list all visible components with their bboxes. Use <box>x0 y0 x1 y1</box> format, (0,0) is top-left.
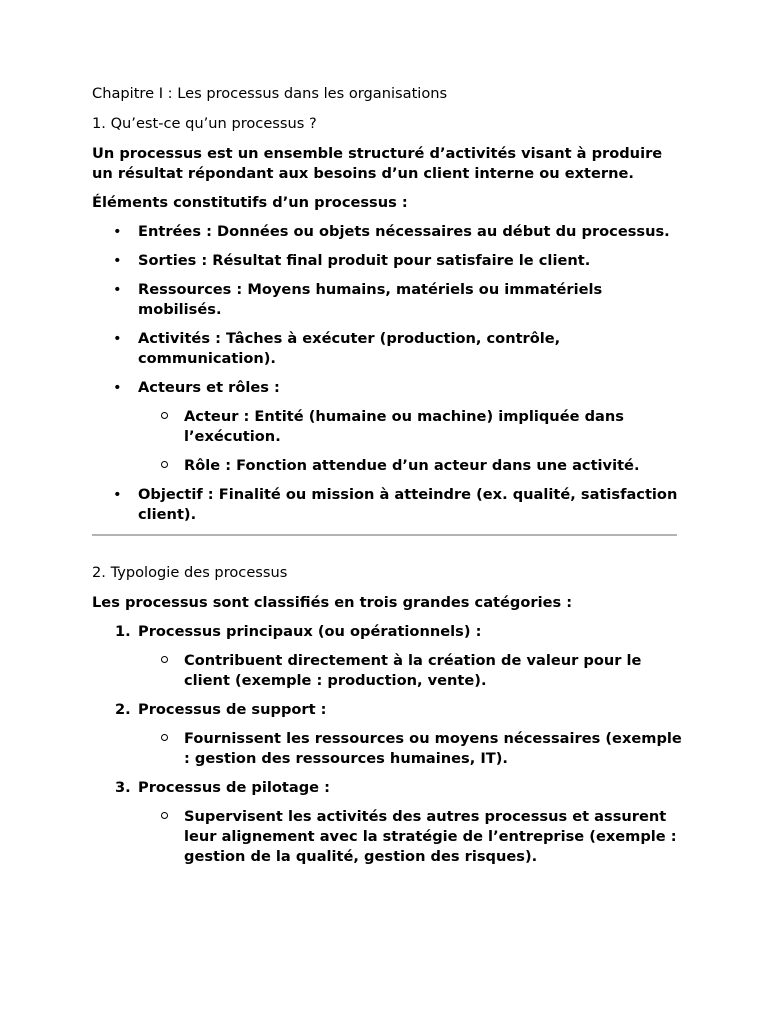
bullet-icon: • <box>113 223 122 240</box>
category-detail-text: Contribuent directement à la création de valeur pour le client (exemple : production, vente). <box>184 652 642 689</box>
chapter-title: Chapitre I : Les processus dans les organisations <box>92 85 448 102</box>
section-2-heading: 2. Typologie des processus <box>92 564 288 581</box>
section-1-heading: 1. Qu’est-ce qu’un processus ? <box>92 115 317 132</box>
category-item-pilotage <box>92 778 682 867</box>
list-number: 1. <box>115 623 131 640</box>
list-item-sorties <box>92 251 682 271</box>
elements-heading: Éléments constitutifs d’un processus : <box>92 194 408 211</box>
category-label: Processus principaux (ou opérationnels) : <box>138 623 482 640</box>
category-item-principaux <box>92 622 682 691</box>
list-item-activites <box>92 329 682 369</box>
sublist-item-acteur <box>138 407 682 447</box>
bullet-icon: • <box>113 486 122 503</box>
category-detail <box>138 807 682 867</box>
list-number: 3. <box>115 779 131 796</box>
circle-bullet-icon <box>161 656 168 663</box>
bullet-icon: • <box>113 252 122 269</box>
typology-intro: Les processus sont classifiés en trois grandes catégories : <box>92 594 573 611</box>
list-item-entrees <box>92 222 682 242</box>
list-number: 2. <box>115 701 131 718</box>
actors-sublist <box>138 407 682 476</box>
sublist-item-role <box>138 456 682 476</box>
sublist-item-text: Rôle : Fonction attendue d’un acteur dans une activité. <box>184 457 640 474</box>
category-detail-text: Fournissent les ressources ou moyens nécessaires (exemple : gestion des ressources humaines, IT). <box>184 730 682 767</box>
circle-bullet-icon <box>161 734 168 741</box>
document-content <box>92 84 682 876</box>
category-detail <box>138 651 682 691</box>
list-item-text: Sorties : Résultat final produit pour satisfaire le client. <box>138 252 591 269</box>
list-item-text: Acteurs et rôles : <box>138 379 280 396</box>
category-sublist <box>138 729 682 769</box>
category-detail-text: Supervisent les activités des autres processus et assurent leur alignement avec la stratégie de l’entreprise (exemple : gestion de la qualité, gestion des risques). <box>184 808 677 865</box>
bullet-icon: • <box>113 379 122 396</box>
category-sublist <box>138 807 682 867</box>
categories-list <box>92 622 682 867</box>
list-item-text: Activités : Tâches à exécuter (production, contrôle, communication). <box>138 330 561 367</box>
category-label: Processus de pilotage : <box>138 779 330 796</box>
list-item-text: Entrées : Données ou objets nécessaires au début du processus. <box>138 223 670 240</box>
process-definition: Un processus est un ensemble structuré d’activités visant à produire un résultat répondant aux besoins d’un client interne ou externe. <box>92 145 663 182</box>
list-item-text: Ressources : Moyens humains, matériels ou immatériels mobilisés. <box>138 281 603 318</box>
list-item-acteurs-roles <box>92 378 682 476</box>
circle-bullet-icon <box>161 412 168 419</box>
list-item-objectif <box>92 485 682 525</box>
category-label: Processus de support : <box>138 701 327 718</box>
list-item-ressources <box>92 280 682 320</box>
horizontal-divider <box>92 534 677 536</box>
bullet-icon: • <box>113 330 122 347</box>
elements-list <box>92 222 682 525</box>
category-detail <box>138 729 682 769</box>
circle-bullet-icon <box>161 461 168 468</box>
category-sublist <box>138 651 682 691</box>
circle-bullet-icon <box>161 812 168 819</box>
list-item-text: Objectif : Finalité ou mission à atteindre (ex. qualité, satisfaction client). <box>138 486 678 523</box>
sublist-item-text: Acteur : Entité (humaine ou machine) impliquée dans l’exécution. <box>184 408 624 445</box>
bullet-icon: • <box>113 281 122 298</box>
category-item-support <box>92 700 682 769</box>
